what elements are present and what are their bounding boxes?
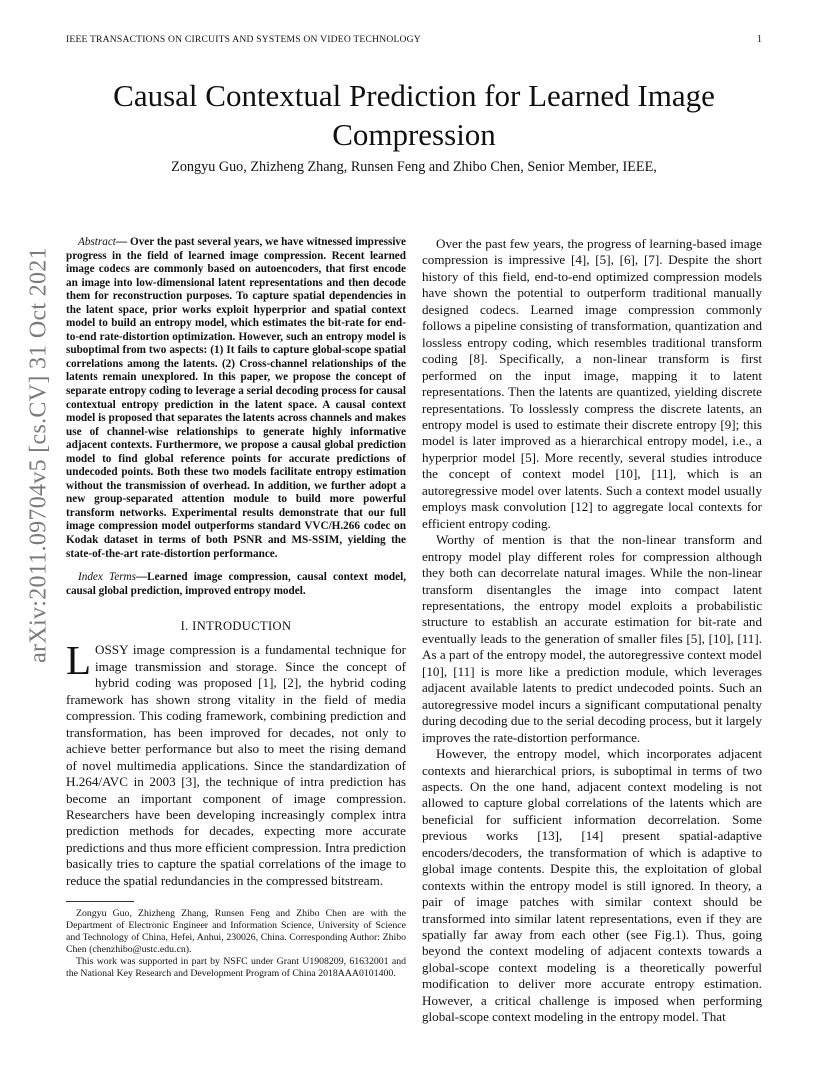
intro-text: OSSY image compression is a fundamental technique for image transmission and storage. Since the concept of hybrid coding was proposed [1], [2], the hybrid coding framework has shown strong vitality in the field of media compression. This coding framework, combining prediction and transformation, has been improved for decades, not only to achieve better performance but also to meet the rising demand of novel multimedia applications. Since the standardization of H.264/AVC in 2003 [3], the technique of intra prediction has become an important component of image compression. Researchers have been developing increasingly complex intra prediction methods for decades, expecting more accurate predictions and thus more efficient compression. Intra prediction basically tries to capture the spatial correlations of the image to reduce the spatial redundancies in the compressed bitstream. (66, 642, 406, 888)
section-heading-introduction: I. INTRODUCTION (180, 619, 292, 634)
page-number: 1 (757, 34, 762, 45)
body-paragraph: However, the entropy model, which incorporates adjacent contexts and hierarchical priors, is suboptimal in terms of two aspects. On the one hand, adjacent context modeling is not allowed to capture global correlations of the latents which are beneficial for sufficient information decorrelation. Some previous works [13], [14] present spatial-adaptive encoders/decoders, the transformation of which is adaptive to global image contents. Despite this, the exploitation of global contexts within the entropy model is still ignored. In theory, a pair of image patches with similar context should be transformed into similar latent representations, even if they are spatially far away from each other (see Fig.1). Thus, going beyond the context modeling of adjacent contexts towards a global-scope context modeling is a theoretically powerful modification to deliver more accurate entropy estimation. However, a critical challenge is imposed when performing global-scope context modeling in the entropy model. That (422, 746, 762, 1025)
index-terms-text: —Learned image compression, causal context model, causal global prediction, improved entropy model. (66, 571, 406, 597)
footnote-divider (66, 901, 134, 902)
paper-title: Causal Contextual Prediction for Learned Image Compression (113, 78, 715, 152)
body-paragraph: Worthy of mention is that the non-linear transform and entropy model play different roles for compression although they both can decorrelate natural images. While the non-linear transform disentangles the image into compact latent representations, the entropy model exploits a probabilistic structure to establish an accurate estimation for bit-rate and eventually leads to the generation of smaller files [5], [10], [11]. As a part of the entropy model, the autoregressive context model [10], [11] is more like a prediction module, which leverages adjacent available latents to predict undecoded points. Such an autoregressive model incurs a significant computational penalty during decoding due to the serial decoding process, but it largely improves the rate-distortion performance. (422, 532, 762, 745)
footnote-funding: This work was supported in part by NSFC under Grant U1908209, 61632001 and the National Key Research and Development Program of China 2018AAA0101400. (66, 956, 406, 980)
abstract-text: — Over the past several years, we have witnessed impressive progress in the field of learned image compression. Recent learned image codecs are commonly based on autoencoders, that first encode an image into low-dimensional latent representations and then decode them for reconstruction purposes. To capture spatial dependencies in the latent space, prior works exploit hyperprior and spatial context model to build an entropy model, which estimates the bit-rate for end-to-end rate-distortion optimization. However, such an entropy model is suboptimal from two aspects: (1) It fails to capture global-scope spatial correlations among the latents. (2) Cross-channel relationships of the latents remain unexplored. In this paper, we propose the concept of separate entropy coding to leverage a serial decoding process for causal contextual entropy prediction in the latent space. A causal context model is proposed that separates the latents across channels and makes use of channel-wise relationships to generate highly informative adjacent contexts. Furthermore, we propose a causal global prediction model to find global reference points for accurate predictions of undecoded points. Both these two models facilitate entropy estimation without the transmission of overhead. In addition, we further adopt a new group-separated attention module to build more powerful transform networks. Experimental results demonstrate that our full image compression model outperforms standard VVC/H.266 codec on Kodak dataset in terms of both PSNR and MS-SSIM, yielding the state-of-the-art rate-distortion performance. (66, 236, 406, 560)
drop-cap: L (66, 637, 92, 684)
author-list: Zongyu Guo, Zhizheng Zhang, Runsen Feng and Zhibo Chen, Senior Member, IEEE, (171, 159, 657, 175)
index-terms-label: Index Terms (78, 571, 136, 584)
right-column (422, 236, 762, 1026)
arxiv-identifier: arXiv:2011.09704v5 [cs.CV] 31 Oct 2021 (25, 247, 52, 663)
body-paragraph: Over the past few years, the progress of learning-based image compression is impressive [4], [5], [6], [7]. Despite the short history of this field, end-to-end optimized compression models have shown the potential to outperform traditional manually designed codecs. Learned image compression commonly follows a pipeline consisting of transformation, quantization and lossless entropy coding, which resembles traditional transform coding [8]. Specifically, a non-linear transform is first performed on the input image, mapping it to latent representations. Then the latents are quantized, yielding discrete representations. To losslessly compress the discrete latents, an entropy model is used to estimate their discrete entropy [9]; this model is later improved as a hierarchical entropy model, i.e., a hyperprior model [5]. More recently, several studies introduce the concept of context model [10], [11], which is an autoregressive model over latents. Such a context model usually employs mask convolution [12] to aggregate local contexts for efficient entropy coding. (422, 236, 762, 531)
footnote-affiliation: Zongyu Guo, Zhizheng Zhang, Runsen Feng and Zhibo Chen are with the Department of Electronic Engineer and Information Science, University of Science and Technology of China, Hefei, Anhui, 230026, China. Corresponding Author: Zhibo Chen (chenzhibo@ustc.edu.cn). (66, 908, 406, 956)
journal-header: IEEE TRANSACTIONS ON CIRCUITS AND SYSTEMS ON VIDEO TECHNOLOGY (66, 34, 421, 45)
left-column (66, 236, 406, 980)
index-terms (66, 571, 406, 598)
abstract (66, 236, 406, 561)
abstract-label: Abstract (78, 236, 116, 248)
intro-paragraph (66, 637, 406, 889)
